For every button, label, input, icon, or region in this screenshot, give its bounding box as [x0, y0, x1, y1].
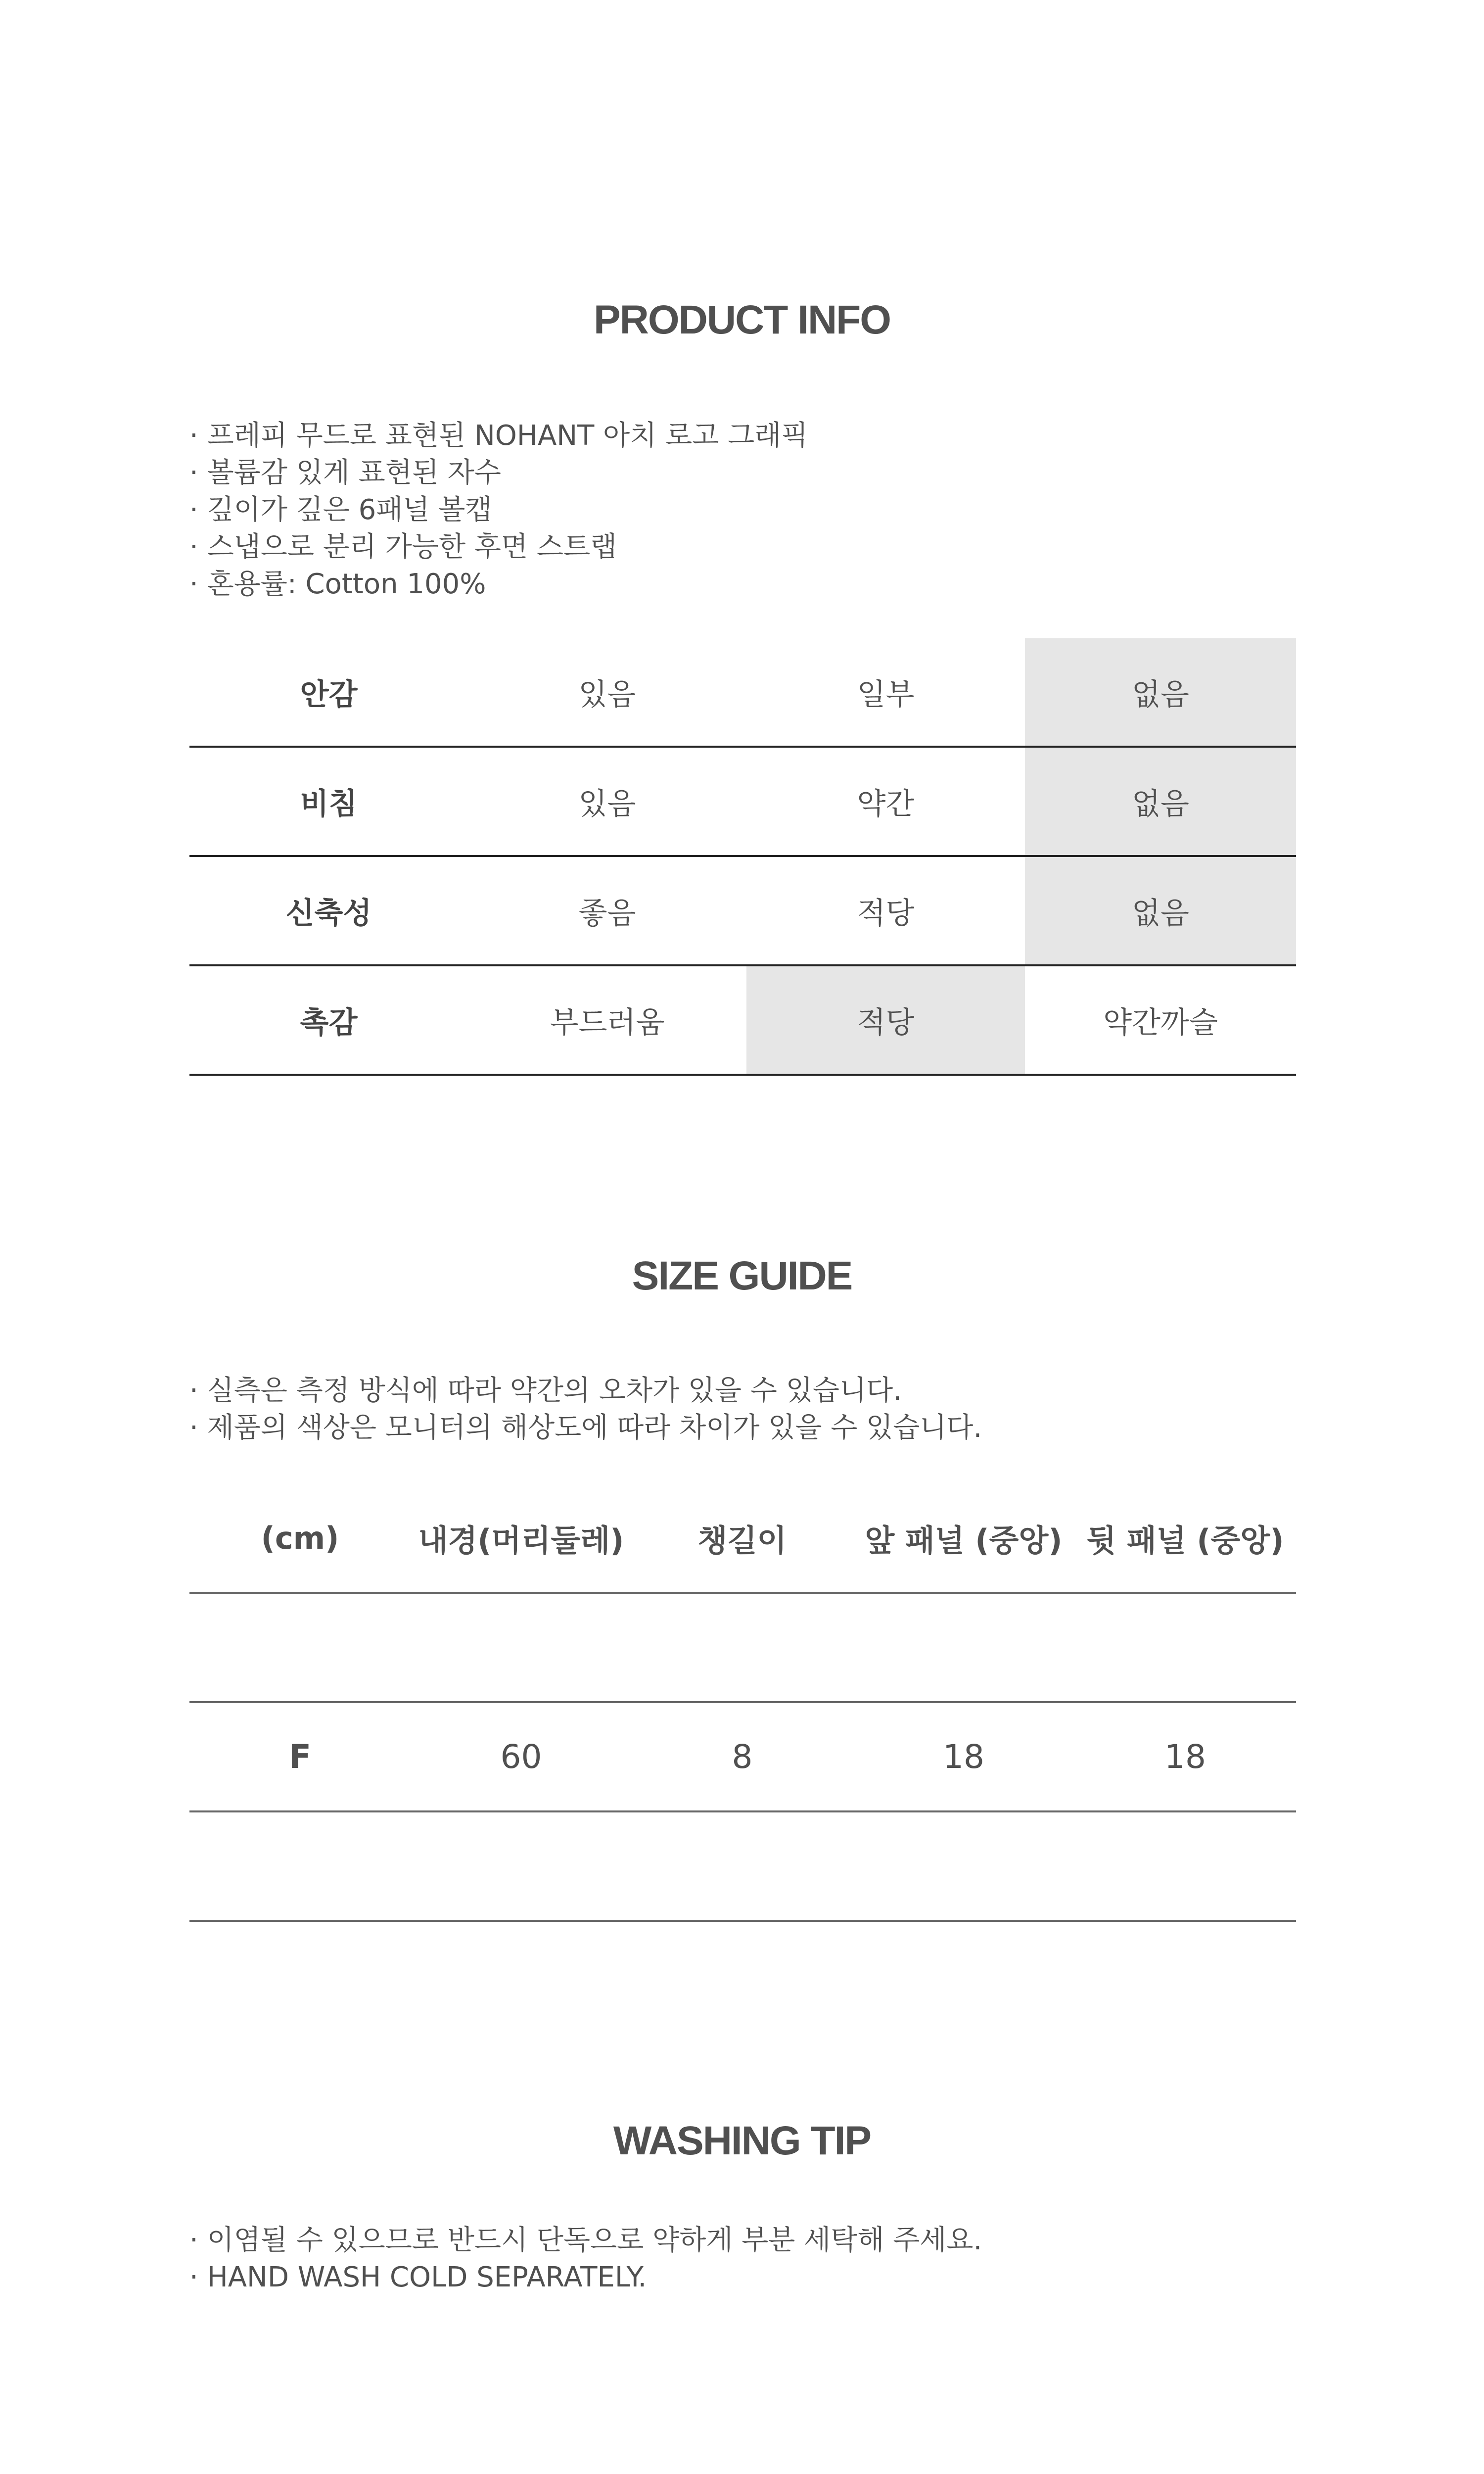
size-cell: [1074, 1811, 1296, 1921]
size-header-circumference: 내경(머리둘레): [411, 1484, 632, 1593]
product-info-bullet: · 깊이가 깊은 6패널 볼캡: [189, 494, 492, 526]
attribute-row-lining: [189, 638, 1296, 747]
size-table-header: [189, 1484, 1296, 1593]
washing-tip-bullet: · 이염될 수 있으므로 반드시 단독으로 약하게 부분 세탁해 주세요.: [189, 2224, 982, 2256]
product-info-bullets: [189, 417, 808, 603]
washing-tip-bullet: · HAND WASH COLD SEPARATELY.: [189, 2261, 647, 2293]
product-attributes-table: [189, 638, 1296, 1076]
size-label: F: [189, 1702, 411, 1811]
attribute-option-selected: 없음: [1025, 747, 1296, 856]
size-cell: [189, 1593, 411, 1702]
attribute-row-texture: [189, 965, 1296, 1075]
attribute-option: 일부: [746, 638, 1025, 747]
attribute-option: 약간: [746, 747, 1025, 856]
attribute-option: 있음: [468, 747, 746, 856]
attribute-option: 적당: [746, 856, 1025, 965]
attribute-option: 부드러움: [468, 965, 746, 1075]
attribute-option: 좋음: [468, 856, 746, 965]
attribute-option-selected: 없음: [1025, 856, 1296, 965]
size-table: [189, 1484, 1296, 1922]
attribute-option: 있음: [468, 638, 746, 747]
size-guide-bullet: · 실측은 측정 방식에 따라 약간의 오차가 있을 수 있습니다.: [189, 1375, 902, 1407]
attribute-row-stretch: [189, 856, 1296, 965]
attribute-label: 촉감: [189, 965, 468, 1075]
attribute-option-selected: 없음: [1025, 638, 1296, 747]
size-header-front-panel: 앞 패널 (중앙): [853, 1484, 1074, 1593]
attribute-label: 안감: [189, 638, 468, 747]
size-row-empty: [189, 1811, 1296, 1921]
product-info-bullet: · 혼용률: Cotton 100%: [189, 568, 486, 600]
washing-tip-title: WASHING TIP: [613, 2118, 871, 2163]
size-header-brim: 챙길이: [632, 1484, 853, 1593]
size-row-empty: [189, 1593, 1296, 1702]
size-guide-bullet: · 제품의 색상은 모니터의 해상도에 따라 차이가 있을 수 있습니다.: [189, 1412, 982, 1444]
size-cell: [1074, 1593, 1296, 1702]
product-info-bullet: · 프레피 무드로 표현된 NOHANT 아치 로고 그래픽: [189, 420, 808, 452]
size-cell: 60: [411, 1702, 632, 1811]
size-cell: [632, 1593, 853, 1702]
size-header-unit: (cm): [189, 1484, 411, 1593]
size-header-back-panel: 뒷 패널 (중앙): [1074, 1484, 1296, 1593]
product-info-bullet: · 스냅으로 분리 가능한 후면 스트랩: [189, 531, 617, 563]
size-cell: 18: [853, 1702, 1074, 1811]
size-cell: 18: [1074, 1702, 1296, 1811]
attribute-label: 신축성: [189, 856, 468, 965]
size-row-f: [189, 1702, 1296, 1811]
size-cell: [189, 1811, 411, 1921]
size-cell: [853, 1811, 1074, 1921]
size-cell: 8: [632, 1702, 853, 1811]
size-cell: [411, 1593, 632, 1702]
attribute-row-sheerness: [189, 747, 1296, 856]
size-cell: [632, 1811, 853, 1921]
size-guide-bullets: [189, 1372, 982, 1446]
product-info-bullet: · 볼륨감 있게 표현된 자수: [189, 457, 501, 489]
attribute-label: 비침: [189, 747, 468, 856]
attribute-option-selected: 적당: [746, 965, 1025, 1075]
size-cell: [853, 1593, 1074, 1702]
attribute-option: 약간까슬: [1025, 965, 1296, 1075]
product-info-title: PRODUCT INFO: [593, 297, 891, 342]
washing-tip-bullets: [189, 2222, 982, 2296]
size-cell: [411, 1811, 632, 1921]
size-guide-title: SIZE GUIDE: [632, 1253, 852, 1298]
